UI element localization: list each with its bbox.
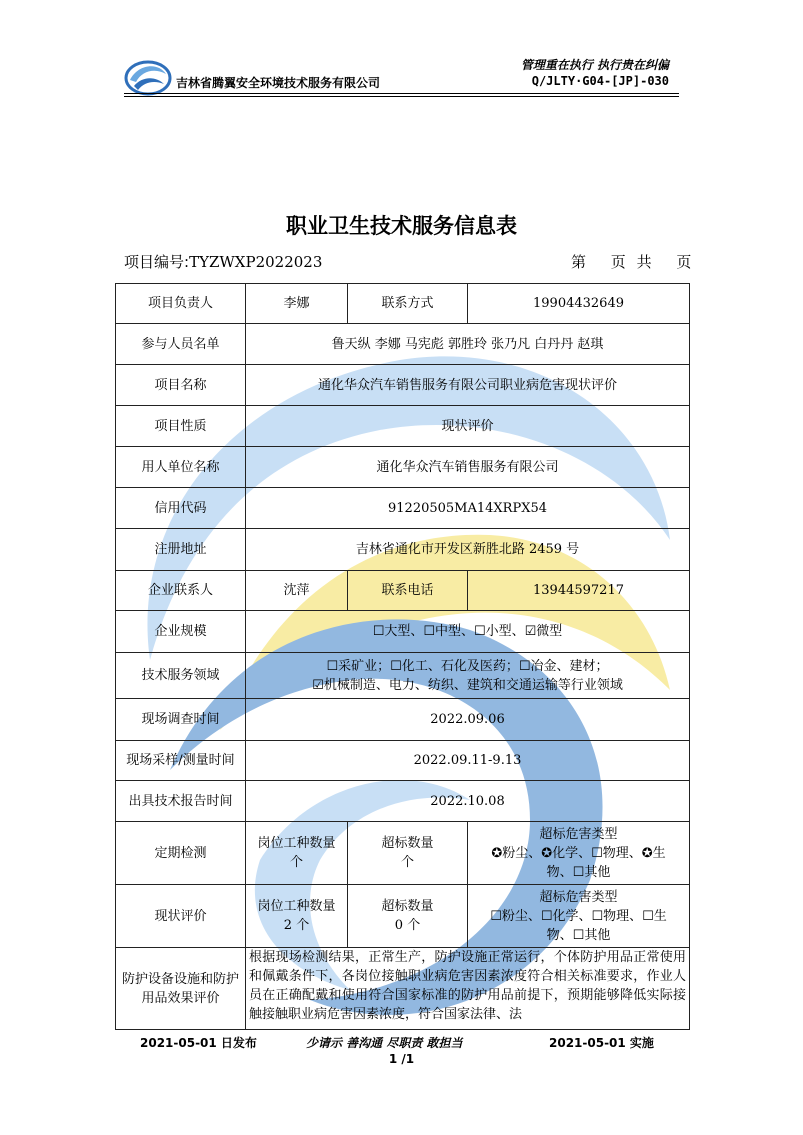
exceed-value: 0 个 [394, 918, 421, 933]
project-number [124, 251, 322, 272]
cell-label: 技术服务领域 [116, 653, 246, 699]
scale-checkboxes: ☐大型、☐中型、☐小型、☑微型 [246, 611, 690, 653]
table-row [116, 284, 690, 324]
page-char-ye: 页 [610, 253, 626, 271]
exceed-label: 超标数量 [381, 899, 434, 914]
page-number: 1 /1 [388, 1052, 415, 1066]
hazard-type-title: 超标危害类型 [539, 826, 618, 842]
hazard-type-line: ☐粉尘、☐化学、☐物理、☐生 [490, 908, 667, 924]
document-number: Q/JLTY·G04-[JP]-030 [531, 74, 669, 88]
table-row [116, 781, 690, 822]
footer-motto: 少请示 善沟通 尽职责 敢担当 [306, 1036, 463, 1050]
page-char-gong: 共 [636, 253, 652, 271]
cell-value: 鲁天纵 李娜 马宪彪 郭胜玲 张乃凡 白丹丹 赵琪 [246, 324, 690, 365]
cell-label: 联系方式 [348, 284, 468, 324]
table-row [116, 611, 690, 653]
page-indicator [571, 251, 691, 272]
cell-value: 吉林省通化市开发区新胜北路 2459 号 [246, 529, 690, 571]
cell-label: 现场调查时间 [116, 699, 246, 741]
table-row [116, 488, 690, 529]
posts-label: 岗位工种数量 [257, 836, 336, 851]
cell-value: 现状评价 [246, 406, 690, 447]
table-row [116, 365, 690, 406]
cell-label: 参与人员名单 [116, 324, 246, 365]
issue-date: 2021-05-01 日发布 [140, 1036, 257, 1050]
table-row [116, 822, 690, 885]
cell-value: 2022.10.08 [246, 781, 690, 822]
cell-value: 通化华众汽车销售服务有限公司职业病危害现状评价 [246, 365, 690, 406]
table-row [116, 324, 690, 365]
cell-label: 用人单位名称 [116, 447, 246, 488]
table-row [116, 948, 690, 1030]
cell-value: 13944597217 [468, 571, 690, 611]
cell-label: 定期检测 [116, 822, 246, 885]
exceed-value: 个 [400, 855, 414, 870]
info-table [115, 283, 690, 1030]
exceed-label: 超标数量 [381, 836, 434, 851]
table-row [116, 406, 690, 447]
cell-value: 李娜 [246, 284, 348, 324]
hazard-type-title: 超标危害类型 [539, 889, 618, 905]
cell-label: 现场采样/测量时间 [116, 741, 246, 781]
hazard-type-line: 物、☐其他 [546, 864, 611, 880]
posts-value: 个 [289, 855, 303, 870]
cell-label: 联系电话 [348, 571, 468, 611]
cell-label: 注册地址 [116, 529, 246, 571]
cell-label: 项目性质 [116, 406, 246, 447]
cell-label: 项目名称 [116, 365, 246, 406]
hazard-type-line: 物、☐其他 [546, 927, 611, 943]
table-row [116, 529, 690, 571]
page-char-ye2: 页 [676, 253, 692, 271]
cell-value: 2022.09.11-9.13 [246, 741, 690, 781]
cell-label: 企业联系人 [116, 571, 246, 611]
hazard-type-line: ✪粉尘、✪化学、☐物理、✪生 [491, 845, 666, 861]
field-line: ☐采矿业；☐化工、石化及医药；☐冶金、建材； [326, 658, 609, 674]
cell-label: 现状评价 [116, 885, 246, 948]
field-checkboxes [246, 653, 690, 699]
cell-label: 出具技术报告时间 [116, 781, 246, 822]
exceed-cell [348, 885, 468, 948]
project-number-value: TYZWXP2022023 [189, 253, 323, 271]
page-title: 职业卫生技术服务信息表 [286, 214, 517, 238]
hazard-type-cell [468, 822, 690, 885]
cell-value: 通化华众汽车销售服务有限公司 [246, 447, 690, 488]
protect-cell [246, 948, 690, 1030]
table-row [116, 447, 690, 488]
table-row [116, 653, 690, 699]
company-logo [124, 56, 172, 96]
field-line: ☑机械制造、电力、纺织、建筑和交通运输等行业领域 [312, 677, 623, 693]
cell-value: 2022.09.06 [246, 699, 690, 741]
header-slogan: 管理重在执行 执行贵在纠偏 [520, 58, 669, 72]
company-name: 吉林省腾翼安全环境技术服务有限公司 [176, 76, 381, 90]
exceed-cell [348, 822, 468, 885]
table-row [116, 571, 690, 611]
cell-label: 企业规模 [116, 611, 246, 653]
project-number-label: 项目编号: [124, 253, 190, 271]
posts-label: 岗位工种数量 [257, 899, 336, 914]
cell-label: 信用代码 [116, 488, 246, 529]
cell-value: 19904432649 [468, 284, 690, 324]
posts-value: 2 个 [283, 918, 310, 933]
protect-text: 根据现场检测结果，正常生产，防护设施正常运行，个体防护用品正常使用和佩戴条件下，各岗位接触职业病危害因素浓度符合相关标准要求，作业人员在正确配戴和使用符合国家标准的防护用品前提下，预期能够降低实际接触接触职业病危害因素浓度，符合国家法律、法 [249, 950, 686, 1022]
header-divider-double [124, 96, 679, 97]
hazard-type-cell [468, 885, 690, 948]
effective-date: 2021-05-01 实施 [549, 1036, 654, 1050]
cell-label: 防护设备设施和防护用品效果评价 [116, 948, 246, 1030]
posts-cell [246, 885, 348, 948]
table-row [116, 741, 690, 781]
cell-value: 沈萍 [246, 571, 348, 611]
table-row [116, 885, 690, 948]
table-row [116, 699, 690, 741]
page-char-di: 第 [571, 253, 587, 271]
cell-label: 项目负责人 [116, 284, 246, 324]
cell-value: 91220505MA14XRPX54 [246, 488, 690, 529]
posts-cell [246, 822, 348, 885]
header-divider [124, 93, 679, 94]
